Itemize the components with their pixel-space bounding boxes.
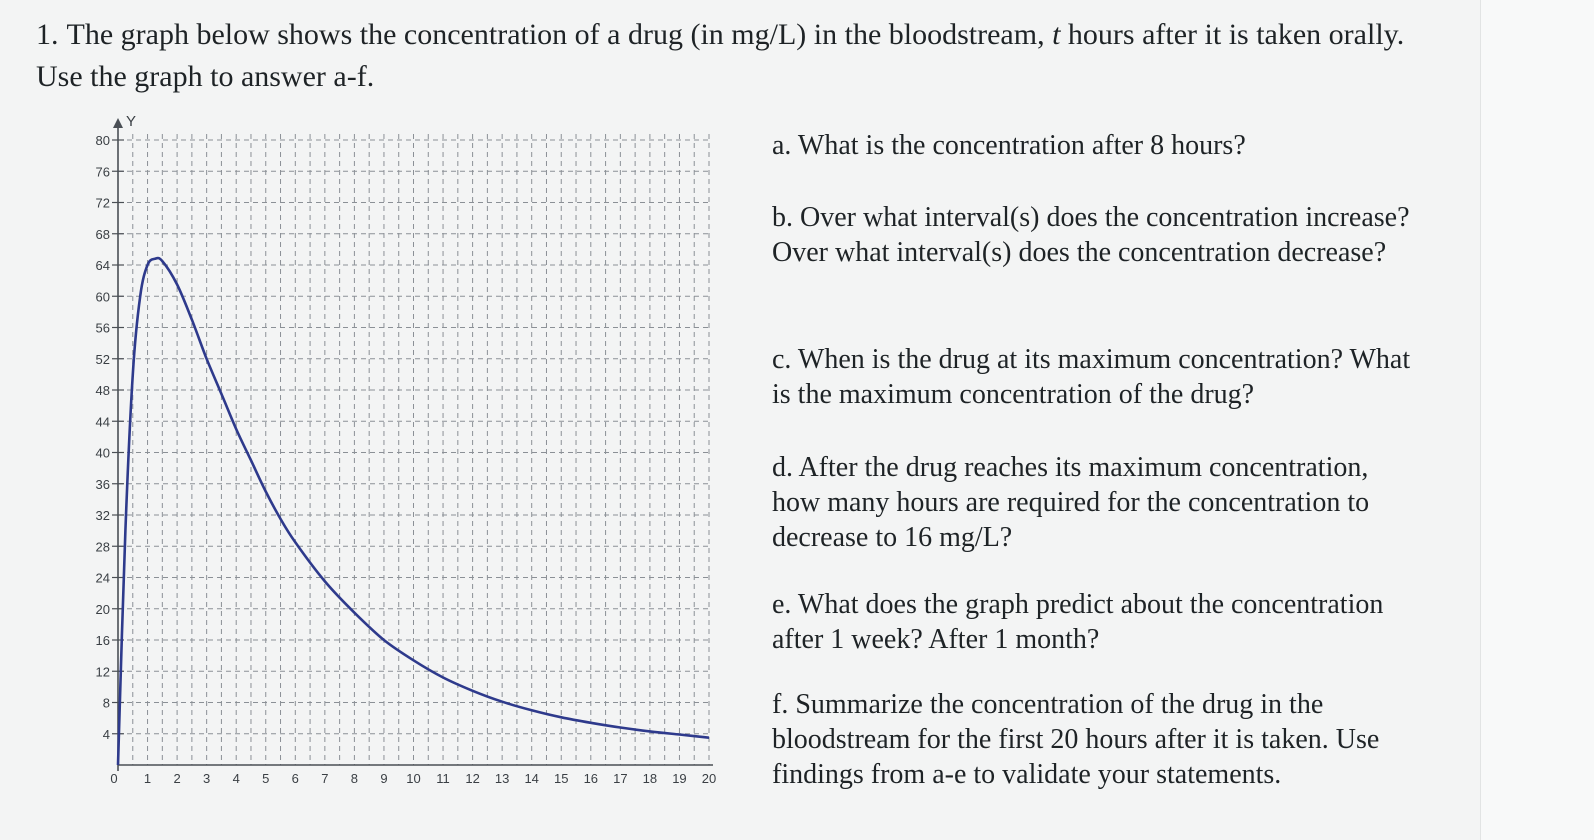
x-tick-label: 10	[406, 771, 421, 786]
problem-variable: t	[1052, 18, 1061, 51]
x-tick-label: 8	[350, 771, 359, 786]
x-tick-label: 11	[436, 771, 450, 786]
y-tick-label: 76	[95, 164, 110, 180]
y-axis-arrow-icon	[113, 118, 123, 128]
y-tick-label: 8	[102, 695, 110, 711]
y-tick-label: 20	[95, 601, 110, 617]
question-c: c. When is the drug at its maximum concentration? What is the maximum concentration of the drug?	[772, 344, 1411, 410]
y-tick-label: 48	[95, 383, 110, 398]
y-tick-label: 36	[95, 476, 110, 492]
page-edge	[1480, 0, 1594, 840]
y-tick-label: 24	[95, 570, 110, 586]
y-tick-label: 80	[95, 133, 110, 148]
problem-number: 1.	[36, 18, 59, 51]
y-tick-label: 40	[95, 445, 110, 461]
y-tick-label: 16	[95, 633, 110, 648]
x-tick-label: 5	[262, 771, 270, 786]
x-tick-label: 1	[143, 771, 152, 786]
y-tick-label: 64	[95, 258, 110, 273]
x-tick-label: 2	[173, 771, 181, 786]
question-f: f. Summarize the concentration of the drug in the bloodstream for the first 20 hours after it is taken. Use findings from a-e to validate your statements.	[772, 689, 1380, 790]
x-tick-label: 18	[642, 771, 658, 786]
x-tick-label: 13	[494, 771, 510, 786]
question-a: a. What is the concentration after 8 hours?	[772, 130, 1246, 161]
y-tick-label: 52	[95, 351, 110, 367]
x-tick-label: 12	[465, 771, 480, 786]
x-tick-label: 9	[380, 771, 388, 786]
x-tick-label: 15	[554, 771, 569, 786]
y-tick-label: 72	[95, 195, 110, 211]
question-d: d. After the drug reaches its maximum concentration, how many hours are required for the concentration to decrease to 16 mg/L?	[772, 452, 1370, 553]
y-tick-label: 12	[95, 664, 110, 680]
problem-text-after: hours after it is taken orally. Use the graph to answer a-f.	[36, 18, 1405, 93]
x-tick-label: 4	[232, 771, 240, 786]
y-axis-label: Y	[126, 113, 137, 130]
x-tick-label: 19	[672, 771, 687, 786]
x-tick-label: 16	[583, 771, 599, 786]
y-tick-label: 28	[95, 539, 110, 555]
y-tick-label: 68	[95, 226, 110, 242]
problem-text-before: The graph below shows the concentration of a drug (in mg/L) in the bloodstream,	[66, 18, 1053, 51]
x-tick-label: 17	[613, 771, 628, 786]
problem-statement	[36, 14, 1456, 98]
y-tick-label: 44	[95, 414, 110, 430]
question-e: e. What does the graph predict about the concentration after 1 week? After 1 month?	[772, 589, 1384, 655]
y-tick-label: 4	[102, 726, 110, 742]
y-tick-label: 56	[95, 320, 110, 336]
x-tick-label: 20	[701, 771, 717, 786]
y-tick-label: 32	[95, 508, 110, 523]
concentration-graph	[46, 108, 736, 788]
question-b: b. Over what interval(s) does the concentration increase? Over what interval(s) does the concentration decrease?	[772, 202, 1410, 268]
x-tick-label: 14	[524, 771, 539, 786]
y-tick-label: 60	[95, 289, 110, 305]
x-tick-label: 7	[321, 771, 329, 786]
x-tick-label: 0	[110, 771, 118, 786]
x-tick-label: 6	[291, 771, 299, 786]
x-tick-label: 3	[203, 771, 211, 786]
